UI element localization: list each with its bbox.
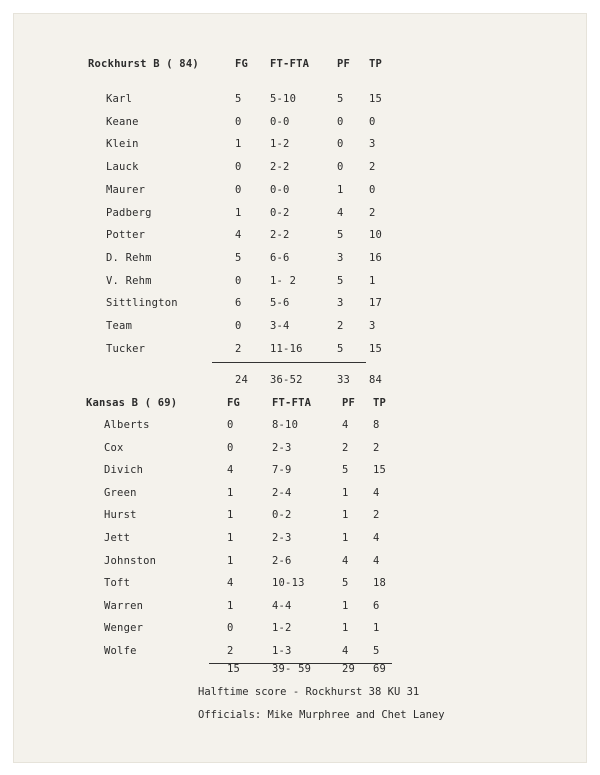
stat-tp: 15 (373, 464, 387, 477)
stat-ft: 0-0 (270, 183, 290, 196)
stat-tp: 0 (369, 115, 376, 128)
stat-pf: 1 (342, 509, 349, 522)
stat-fg: 1 (235, 206, 242, 219)
player-name: Padberg (106, 206, 152, 219)
stat-ft: 0-2 (270, 206, 290, 219)
stat-pf: 4 (342, 645, 349, 657)
officials-line: Officials: Mike Murphree and Chet Laney (198, 709, 445, 721)
team-header-row (0, 55, 600, 73)
player-row (0, 158, 600, 176)
stat-ft: 10-13 (272, 577, 305, 590)
total-fg: 15 (227, 663, 241, 675)
column-header-pf: PF (337, 58, 351, 70)
totals-divider (212, 362, 366, 363)
stat-ft: 1-3 (272, 645, 292, 657)
player-name: Keane (106, 115, 139, 128)
stat-fg: 2 (227, 645, 234, 657)
stat-tp: 10 (369, 229, 383, 242)
player-row (0, 90, 600, 108)
stat-fg: 0 (235, 320, 242, 332)
player-name: Johnston (104, 554, 157, 567)
stat-ft: 0-2 (272, 509, 292, 522)
total-pf: 29 (342, 663, 356, 675)
stat-fg: 5 (235, 93, 242, 105)
player-name: V. Rehm (106, 274, 152, 287)
column-header-fg: FG (235, 58, 249, 70)
stat-tp: 1 (369, 274, 376, 287)
player-name: Divich (104, 464, 144, 477)
stat-tp: 0 (369, 183, 376, 196)
stat-tp: 4 (373, 532, 380, 544)
player-name: Karl (106, 93, 133, 105)
stat-pf: 5 (342, 464, 349, 477)
totals-row (0, 660, 600, 678)
player-row (0, 439, 600, 457)
stat-tp: 2 (369, 206, 376, 219)
column-header-ft: FT-FTA (272, 397, 312, 409)
column-header-ft: FT-FTA (270, 58, 310, 70)
stat-tp: 3 (369, 138, 376, 151)
stat-pf: 5 (337, 342, 344, 355)
stat-pf: 5 (342, 577, 349, 590)
player-name: Toft (104, 577, 131, 590)
stat-tp: 2 (373, 441, 380, 454)
player-name: Klein (106, 138, 139, 151)
stat-tp: 2 (373, 509, 380, 522)
stat-ft: 4-4 (272, 599, 292, 612)
stat-ft: 6-6 (270, 251, 290, 264)
stat-tp: 4 (373, 486, 380, 499)
stat-ft: 1- 2 (270, 274, 297, 287)
player-row (0, 294, 600, 312)
stat-tp: 5 (373, 645, 380, 657)
player-row (0, 272, 600, 290)
total-tp: 84 (369, 374, 383, 386)
column-header-tp: TP (373, 397, 387, 409)
player-row (0, 619, 600, 637)
stat-fg: 1 (227, 599, 234, 612)
stat-pf: 1 (342, 599, 349, 612)
stat-tp: 4 (373, 554, 380, 567)
stat-tp: 3 (369, 320, 376, 332)
stat-ft: 2-4 (272, 486, 292, 499)
stat-fg: 4 (235, 229, 242, 242)
total-pf: 33 (337, 374, 351, 386)
stat-tp: 15 (369, 342, 383, 355)
player-name: Potter (106, 229, 146, 242)
player-name: Jett (104, 532, 131, 544)
stat-fg: 0 (227, 441, 234, 454)
player-row (0, 204, 600, 222)
stat-pf: 4 (337, 206, 344, 219)
player-name: D. Rehm (106, 251, 152, 264)
player-row (0, 597, 600, 615)
total-ft: 39- 59 (272, 663, 312, 675)
player-name: Alberts (104, 419, 150, 431)
player-name: Team (106, 320, 133, 332)
stat-pf: 3 (337, 251, 344, 264)
stat-ft: 1-2 (270, 138, 290, 151)
team-header-row (0, 394, 600, 412)
stat-tp: 2 (369, 161, 376, 174)
stat-pf: 2 (337, 320, 344, 332)
total-fg: 24 (235, 374, 249, 386)
stat-ft: 2-2 (270, 161, 290, 174)
player-row (0, 226, 600, 244)
stat-pf: 1 (342, 486, 349, 499)
player-row (0, 317, 600, 335)
player-row (0, 552, 600, 570)
stat-pf: 4 (342, 554, 349, 567)
player-row (0, 340, 600, 358)
stat-ft: 2-6 (272, 554, 292, 567)
stat-fg: 0 (235, 183, 242, 196)
player-name: Maurer (106, 183, 146, 196)
stat-tp: 16 (369, 251, 383, 264)
stat-ft: 5-10 (270, 93, 297, 105)
player-row (0, 113, 600, 131)
stat-fg: 0 (235, 274, 242, 287)
stat-fg: 0 (235, 115, 242, 128)
player-name: Lauck (106, 161, 139, 174)
stat-fg: 1 (227, 554, 234, 567)
stat-ft: 2-3 (272, 441, 292, 454)
stat-ft: 5-6 (270, 297, 290, 310)
stat-pf: 0 (337, 138, 344, 151)
stat-ft: 0-0 (270, 115, 290, 128)
stat-fg: 0 (227, 419, 234, 431)
player-name: Wolfe (104, 645, 137, 657)
player-name: Cox (104, 441, 124, 454)
player-name: Green (104, 486, 137, 499)
stat-tp: 6 (373, 599, 380, 612)
stat-fg: 1 (227, 486, 234, 499)
player-row (0, 529, 600, 547)
stat-fg: 2 (235, 342, 242, 355)
player-row (0, 642, 600, 660)
stat-pf: 2 (342, 441, 349, 454)
stat-tp: 17 (369, 297, 383, 310)
player-name: Tucker (106, 342, 146, 355)
stat-pf: 0 (337, 115, 344, 128)
stat-fg: 5 (235, 251, 242, 264)
stat-pf: 5 (337, 274, 344, 287)
stat-fg: 0 (227, 622, 234, 635)
player-name: Hurst (104, 509, 137, 522)
stat-fg: 0 (235, 161, 242, 174)
stat-pf: 1 (337, 183, 344, 196)
stat-fg: 1 (235, 138, 242, 151)
stat-tp: 1 (373, 622, 380, 635)
column-header-fg: FG (227, 397, 241, 409)
stat-ft: 11-16 (270, 342, 303, 355)
team-name: Kansas B ( 69) (86, 397, 178, 409)
stat-pf: 4 (342, 419, 349, 431)
halftime-score: Halftime score - Rockhurst 38 KU 31 (198, 686, 420, 698)
stat-pf: 1 (342, 532, 349, 544)
player-name: Warren (104, 599, 144, 612)
player-row (0, 181, 600, 199)
stat-ft: 2-3 (272, 532, 292, 544)
player-row (0, 484, 600, 502)
stat-tp: 18 (373, 577, 387, 590)
column-header-pf: PF (342, 397, 356, 409)
totals-row (0, 371, 600, 389)
stat-pf: 3 (337, 297, 344, 310)
stat-tp: 15 (369, 93, 383, 105)
player-row (0, 416, 600, 434)
player-name: Sittlington (106, 297, 178, 310)
stat-ft: 8-10 (272, 419, 299, 431)
player-row (0, 461, 600, 479)
stat-ft: 3-4 (270, 320, 290, 332)
stat-fg: 1 (227, 509, 234, 522)
player-row (0, 249, 600, 267)
stat-fg: 4 (227, 464, 234, 477)
total-tp: 69 (373, 663, 387, 675)
team-name: Rockhurst B ( 84) (88, 58, 199, 70)
player-row (0, 574, 600, 592)
stat-pf: 5 (337, 93, 344, 105)
player-row (0, 135, 600, 153)
total-ft: 36-52 (270, 374, 303, 386)
player-row (0, 506, 600, 524)
stat-pf: 5 (337, 229, 344, 242)
stat-ft: 7-9 (272, 464, 292, 477)
stat-pf: 1 (342, 622, 349, 635)
stat-tp: 8 (373, 419, 380, 431)
column-header-tp: TP (369, 58, 383, 70)
stat-ft: 2-2 (270, 229, 290, 242)
stat-fg: 1 (227, 532, 234, 544)
stat-pf: 0 (337, 161, 344, 174)
stat-ft: 1-2 (272, 622, 292, 635)
stat-fg: 6 (235, 297, 242, 310)
player-name: Wenger (104, 622, 144, 635)
stat-fg: 4 (227, 577, 234, 590)
